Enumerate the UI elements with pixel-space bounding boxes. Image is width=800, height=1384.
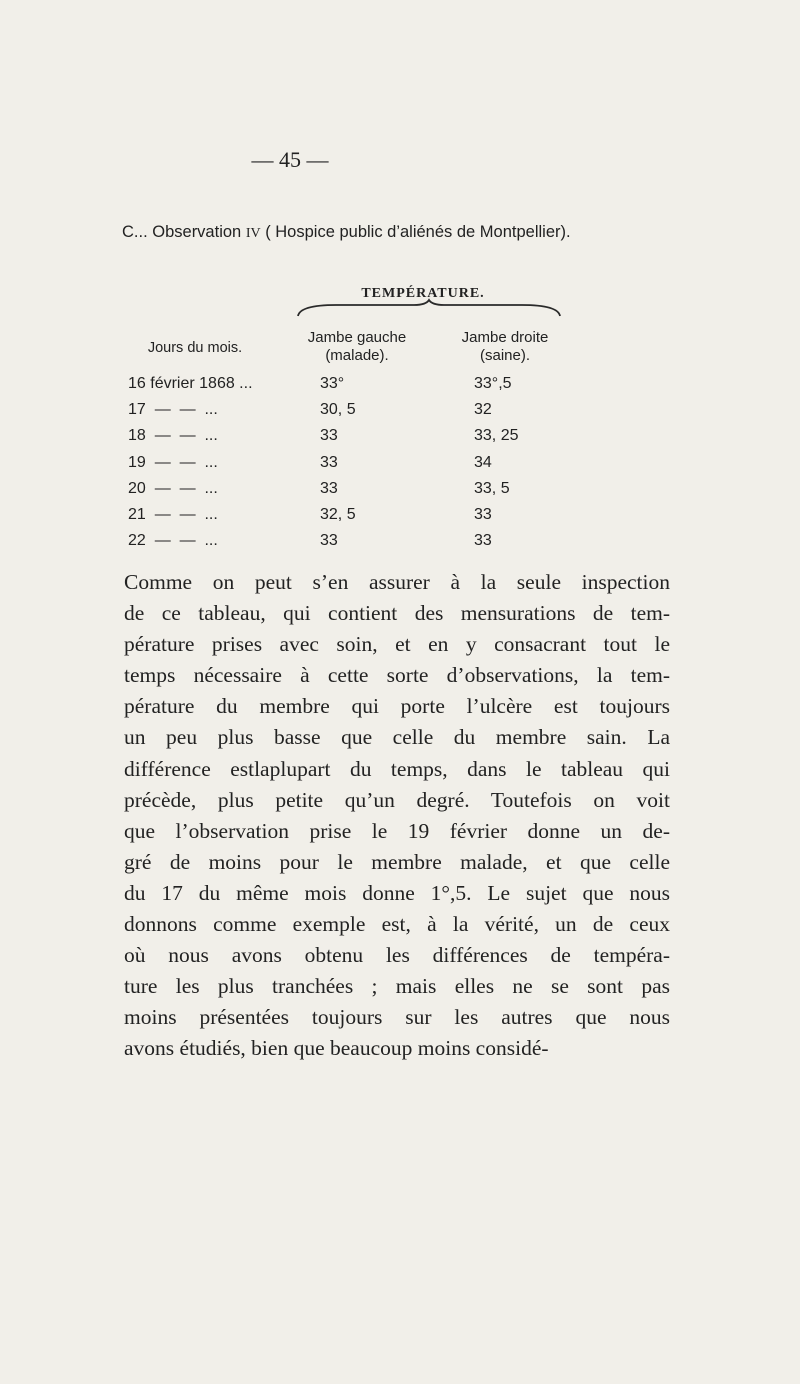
paragraph-line: de ce tableau, qui contient des mensurations de tem- (124, 601, 670, 626)
paragraph-line: que l’observation prise le 19 février donne un de- (124, 818, 670, 843)
paragraph-line: pérature du membre qui porte l’ulcère est toujours (124, 694, 670, 719)
right-leg-title: Jambe droite (461, 329, 549, 346)
row-right-leg-temp: 34 (474, 453, 492, 471)
table-row (0, 532, 800, 558)
column-header-days: Jours du mois. (147, 340, 243, 356)
table-row (0, 454, 800, 480)
row-left-leg-temp: 32, 5 (320, 505, 356, 523)
paragraph-line: Comme on peut s’en assurer à la seule inspection (124, 570, 670, 594)
paragraph-line: un peu plus basse que celle du membre sain. La (124, 725, 670, 750)
row-date: 17 — — ... (128, 401, 218, 419)
right-leg-subtitle: (saine). (479, 347, 531, 364)
row-date: 16 février 1868 ... (128, 375, 253, 392)
paragraph-line: temps nécessaire à cette sorte d’observations, la tem- (124, 663, 670, 688)
paragraph-line: pérature prises avec soin, et en y consacrant tout le (124, 632, 670, 657)
row-left-leg-temp: 33° (320, 375, 345, 392)
temperature-table (0, 375, 800, 558)
row-right-leg-temp: 33 (474, 532, 492, 550)
row-date: 21 — — ... (128, 505, 218, 523)
body-paragraph (124, 567, 670, 1065)
paragraph-line: moins présentées toujours sur les autres que nous (124, 1005, 670, 1030)
row-date: 20 — — ... (128, 479, 218, 497)
paragraph-line: ture les plus tranchées ; mais elles ne se sont pas (124, 974, 670, 999)
table-row (0, 375, 800, 401)
row-right-leg-temp: 32 (474, 401, 492, 419)
observation-caption (122, 223, 762, 242)
column-header-left-leg (282, 329, 432, 365)
column-header-right-leg (430, 329, 580, 365)
table-row (0, 506, 800, 532)
row-right-leg-temp: 33, 5 (474, 479, 510, 497)
row-left-leg-temp: 33 (320, 479, 338, 497)
row-left-leg-temp: 33 (320, 532, 338, 550)
caption-suffix: ( Hospice public d’aliénés de Montpellier). (265, 223, 571, 241)
row-date: 19 — — ... (128, 453, 218, 471)
table-row (0, 427, 800, 453)
paragraph-line: précède, plus petite qu’un degré. Toutefois on voit (124, 787, 670, 812)
row-date: 18 — — ... (128, 427, 218, 445)
temperature-heading: TEMPÉRATURE. (361, 286, 485, 301)
page-number: — 45 — (251, 147, 329, 172)
paragraph-line: avons étudiés, bien que beaucoup moins considé- (124, 1036, 549, 1061)
row-date: 22 — — ... (128, 532, 218, 550)
brace-line (296, 302, 562, 326)
paragraph-line: où nous avons obtenu les différences de tempéra- (124, 943, 670, 968)
paragraph-line: différence estlaplupart du temps, dans le tableau qui (124, 756, 670, 781)
row-right-leg-temp: 33, 25 (474, 427, 519, 445)
table-row (0, 480, 800, 506)
row-left-leg-temp: 33 (320, 453, 338, 471)
caption-prefix: C... Observation (122, 223, 242, 241)
left-leg-title: Jambe gauche (307, 329, 407, 346)
row-left-leg-temp: 30, 5 (320, 401, 356, 419)
caption-roman-numeral: IV (245, 226, 261, 241)
paragraph-line: du 17 du même mois donne 1°,5. Le sujet que nous (124, 880, 670, 905)
row-left-leg-temp: 33 (320, 427, 338, 445)
row-right-leg-temp: 33 (474, 505, 492, 523)
paragraph-line: donnons comme exemple est, à la vérité, un de ceux (124, 912, 670, 937)
row-right-leg-temp: 33°,5 (474, 375, 512, 392)
table-row (0, 401, 800, 427)
left-leg-subtitle: (malade). (325, 347, 389, 364)
paragraph-line: gré de moins pour le membre malade, et que celle (124, 849, 670, 874)
